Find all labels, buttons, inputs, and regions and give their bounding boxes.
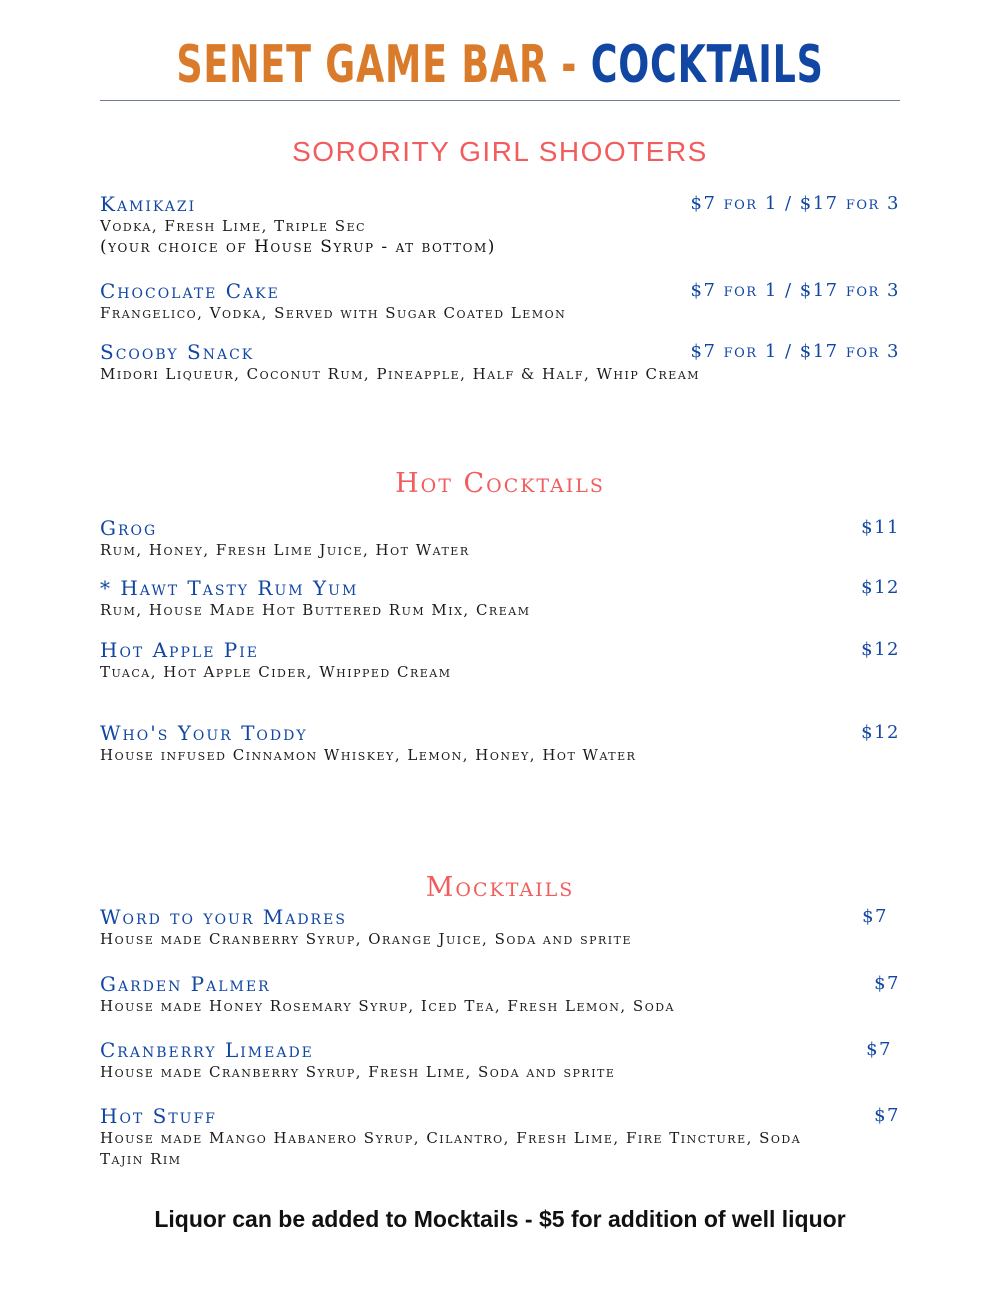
item-name: Hot Stuff	[100, 1104, 217, 1128]
item-description: Tuaca, Hot Apple Cider, Whipped Cream	[100, 663, 452, 681]
menu-item	[100, 576, 900, 621]
item-name: Grog	[100, 516, 158, 540]
item-description: House made Cranberry Syrup, Orange Juice, Soda and sprite	[100, 930, 633, 948]
item-price: $11	[861, 517, 900, 538]
section-heading-mocktails: Mocktails	[425, 872, 575, 903]
item-price: $7 for 1 / $17 for 3	[690, 193, 900, 214]
item-description-extra: Tajin Rim	[100, 1150, 182, 1168]
menu-item	[100, 340, 900, 385]
item-description: House infused Cinnamon Whiskey, Lemon, Honey, Hot Water	[100, 746, 637, 764]
item-description: Rum, House Made Hot Buttered Rum Mix, Cream	[100, 601, 531, 619]
item-name: * Hawt Tasty Rum Yum	[100, 576, 359, 600]
item-price: $7	[866, 1039, 892, 1060]
menu-item	[100, 638, 900, 683]
item-description: Vodka, Fresh Lime, Triple Sec	[100, 217, 367, 235]
item-name: Word to your Madres	[100, 905, 347, 929]
section-heading-hot-cocktails: Hot Cocktails	[395, 468, 605, 499]
item-description: Rum, Honey, Fresh Lime Juice, Hot Water	[100, 541, 470, 559]
item-name: Chocolate Cake	[100, 279, 280, 303]
menu-item	[100, 1104, 900, 1170]
item-price: $7	[874, 1105, 900, 1126]
item-price: $7	[874, 973, 900, 994]
item-price: $7	[862, 906, 888, 927]
item-name: Who's Your Toddy	[100, 721, 308, 745]
item-price: $12	[861, 639, 900, 660]
item-name: Garden Palmer	[100, 972, 271, 996]
item-name: Scooby Snack	[100, 340, 255, 364]
item-name: Kamikazi	[100, 192, 197, 216]
menu-item	[100, 516, 900, 561]
item-price: $7 for 1 / $17 for 3	[690, 280, 900, 301]
menu-item	[100, 279, 900, 324]
item-price: $12	[861, 577, 900, 598]
title-category: COCKTAILS	[590, 35, 824, 95]
item-description: Frangelico, Vodka, Served with Sugar Coated Lemon	[100, 304, 567, 322]
menu-item	[100, 1038, 900, 1083]
title-divider	[100, 100, 900, 101]
menu-item	[100, 905, 900, 950]
item-name: Hot Apple Pie	[100, 638, 259, 662]
item-description: Midori Liqueur, Coconut Rum, Pineapple, Half & Half, Whip Cream	[100, 365, 701, 383]
section-heading-shooters: SORORITY GIRL SHOOTERS	[292, 136, 708, 167]
menu-item	[100, 972, 900, 1017]
menu-item	[100, 192, 900, 258]
item-description: House made Cranberry Syrup, Fresh Lime, Soda and sprite	[100, 1063, 616, 1081]
page-title	[110, 30, 890, 100]
menu-item	[100, 721, 900, 766]
footer-note: Liquor can be added to Mocktails - $5 for addition of well liquor	[154, 1206, 846, 1232]
title-venue: SENET GAME BAR -	[176, 35, 591, 95]
item-price: $12	[861, 722, 900, 743]
item-description: House made Mango Habanero Syrup, Cilantro, Fresh Lime, Fire Tincture, Soda	[100, 1129, 802, 1147]
item-description: House made Honey Rosemary Syrup, Iced Tea, Fresh Lemon, Soda	[100, 997, 675, 1015]
item-name: Cranberry Limeade	[100, 1038, 314, 1062]
item-price: $7 for 1 / $17 for 3	[690, 341, 900, 362]
item-note: (your choice of House Syrup - at bottom)	[100, 237, 496, 257]
